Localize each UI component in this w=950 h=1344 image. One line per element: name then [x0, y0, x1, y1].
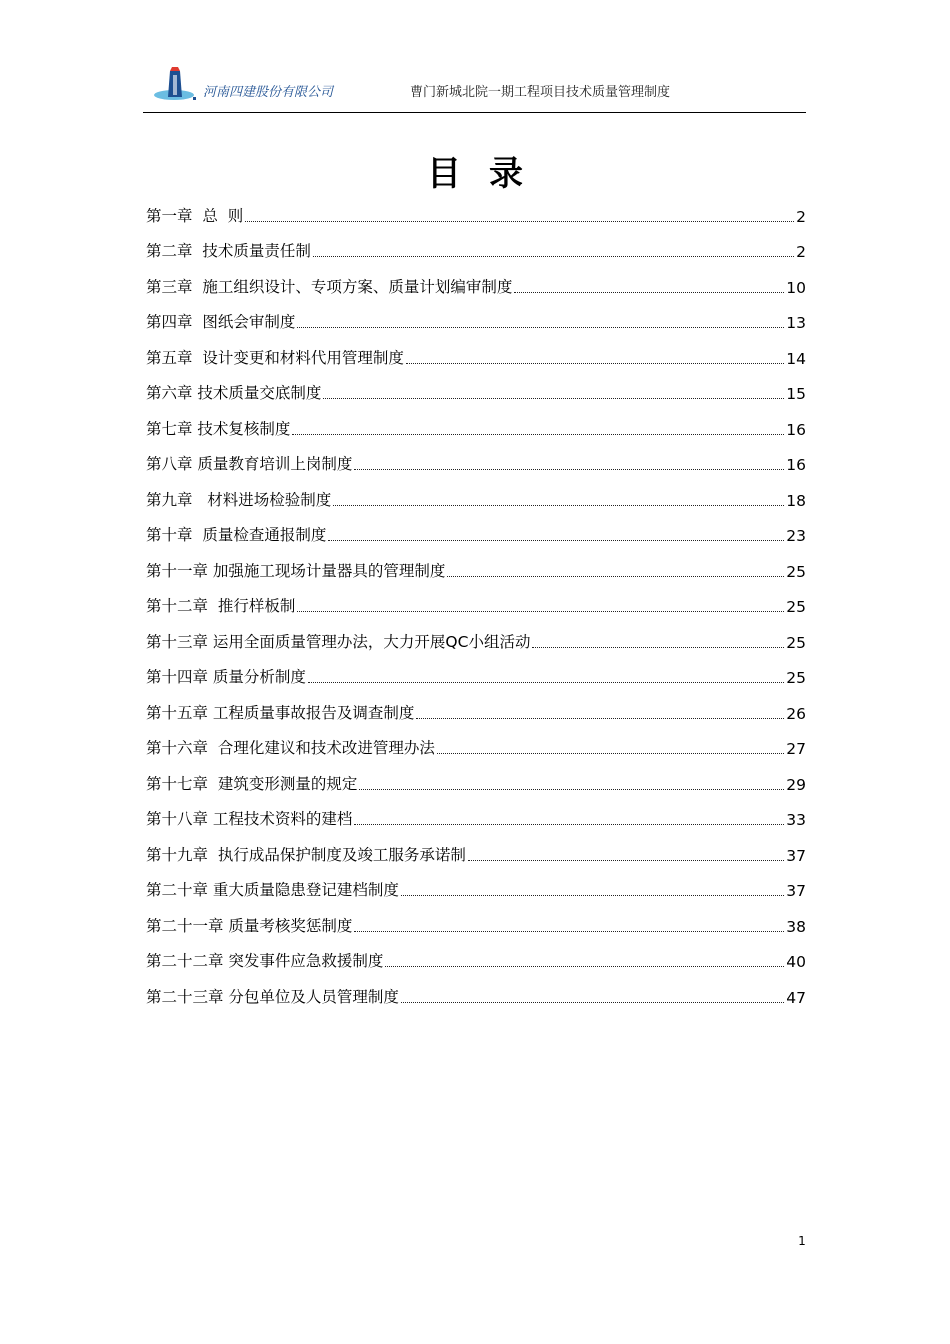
- toc-entry-label: 第十四章 质量分析制度: [146, 668, 306, 686]
- toc-entry[interactable]: [146, 871, 806, 907]
- toc-entry-label: 第十三章 运用全面质量管理办法，大力开展QC小组活动: [146, 632, 531, 651]
- toc-dot-leader: [354, 469, 784, 470]
- toc-entry-label: 第五章 设计变更和材料代用管理制度: [146, 348, 404, 367]
- toc-entry-page: 29: [786, 775, 806, 794]
- page-number: 1: [798, 1234, 806, 1248]
- toc-entry-label: 第二章 技术质量责任制: [146, 242, 311, 260]
- toc-dot-leader: [437, 753, 784, 754]
- toc-entry[interactable]: [146, 374, 806, 410]
- toc-entry-page: 16: [786, 456, 806, 474]
- toc-dot-leader: [416, 718, 784, 719]
- toc-entry-page: 14: [786, 349, 806, 368]
- toc-dot-leader: [406, 363, 784, 364]
- toc-dot-leader: [328, 540, 784, 541]
- toc-entry-label: 第二十二章 突发事件应急救援制度: [146, 952, 384, 970]
- toc-dot-leader: [323, 398, 784, 399]
- toc-entry[interactable]: [146, 942, 806, 978]
- toc-title: 目录: [427, 154, 551, 194]
- toc-entry[interactable]: [146, 409, 806, 445]
- toc-dot-leader: [514, 292, 784, 293]
- toc-dot-leader: [313, 256, 794, 257]
- toc-entry-label: 第一章 总 则: [146, 206, 244, 225]
- toc-entry[interactable]: [146, 267, 806, 303]
- toc-entry-label: 第九章 材料进场检验制度: [146, 490, 332, 509]
- toc-entry-page: 15: [786, 385, 806, 403]
- toc-entry-label: 第二十三章 分包单位及人员管理制度: [146, 987, 399, 1006]
- toc-dot-leader: [385, 966, 784, 967]
- toc-entry-page: 25: [786, 669, 806, 687]
- toc-entry[interactable]: [146, 977, 806, 1013]
- header-divider: [143, 112, 806, 113]
- toc-entry-page: 37: [786, 882, 806, 900]
- toc-entry-label: 第四章 图纸会审制度: [146, 313, 296, 331]
- toc-entry-label: 第十七章 建筑变形测量的规定: [146, 774, 358, 793]
- toc-entry-label: 第十章 质量检查通报制度: [146, 526, 327, 544]
- toc-dot-leader: [354, 931, 784, 932]
- toc-entry-page: 10: [786, 278, 806, 297]
- toc-entry-page: 47: [786, 988, 806, 1007]
- toc-entry[interactable]: [146, 196, 806, 232]
- toc-entry-label: 第二十章 重大质量隐患登记建档制度: [146, 881, 399, 899]
- toc-entry-page: 33: [786, 811, 806, 829]
- toc-entry-page: 2: [796, 207, 806, 226]
- toc-entry[interactable]: [146, 303, 806, 339]
- toc-entry[interactable]: [146, 516, 806, 552]
- toc-dot-leader: [532, 647, 784, 648]
- toc-dot-leader: [359, 789, 784, 790]
- document-title: 曹门新城北院一期工程项目技术质量管理制度: [410, 85, 671, 100]
- toc-entry[interactable]: [146, 445, 806, 481]
- toc-entry-label: 第十九章 执行成品保护制度及竣工服务承诺制: [146, 845, 466, 864]
- toc-entry[interactable]: [146, 622, 806, 658]
- toc-entry-page: 25: [786, 598, 806, 616]
- toc-entry[interactable]: [146, 693, 806, 729]
- toc-entry[interactable]: [146, 232, 806, 268]
- toc-entry-label: 第十二章 推行样板制: [146, 597, 296, 615]
- toc-dot-leader: [447, 576, 784, 577]
- toc-entry-label: 第三章 施工组织设计、专项方案、质量计划编审制度: [146, 277, 513, 296]
- toc-entry-page: 27: [786, 740, 806, 758]
- toc-dot-leader: [401, 1002, 784, 1003]
- toc-entry-label: 第十八章 工程技术资料的建档: [146, 810, 353, 828]
- toc-dot-leader: [401, 895, 784, 896]
- company-logo-icon: [153, 67, 199, 103]
- toc-entry-label: 第十六章 合理化建议和技术改进管理办法: [146, 739, 435, 757]
- toc-entry-label: 第八章 质量教育培训上岗制度: [146, 455, 353, 473]
- toc-dot-leader: [245, 221, 794, 222]
- toc-entry[interactable]: [146, 906, 806, 942]
- toc-entry-label: 第十五章 工程质量事故报告及调查制度: [146, 703, 415, 722]
- page-header: [143, 64, 806, 112]
- toc-entry-page: 16: [786, 420, 806, 439]
- toc-entry[interactable]: [146, 658, 806, 694]
- toc-entry-page: 40: [786, 953, 806, 971]
- toc-dot-leader: [468, 860, 784, 861]
- toc-entry[interactable]: [146, 551, 806, 587]
- toc-entry-page: 2: [796, 243, 806, 261]
- toc-entry[interactable]: [146, 587, 806, 623]
- toc-entry[interactable]: [146, 338, 806, 374]
- toc-entry-label: 第七章 技术复核制度: [146, 419, 291, 438]
- toc-entry-page: 23: [786, 527, 806, 545]
- toc-entry-label: 第六章 技术质量交底制度: [146, 384, 322, 402]
- toc-entry[interactable]: [146, 835, 806, 871]
- toc-dot-leader: [297, 327, 784, 328]
- toc-dot-leader: [354, 824, 784, 825]
- toc-dot-leader: [292, 434, 784, 435]
- toc-entry-label: 第十一章 加强施工现场计量器具的管理制度: [146, 561, 446, 580]
- toc-entry-page: 26: [786, 704, 806, 723]
- toc-entry-label: 第二十一章 质量考核奖惩制度: [146, 916, 353, 935]
- toc-entry[interactable]: [146, 480, 806, 516]
- toc-dot-leader: [297, 611, 784, 612]
- toc-entry-page: 37: [786, 846, 806, 865]
- toc-dot-leader: [308, 682, 784, 683]
- toc-entry-page: 25: [786, 633, 806, 652]
- toc-entry-page: 18: [786, 491, 806, 510]
- company-name: 河南四建股份有限公司: [203, 85, 334, 100]
- toc-dot-leader: [333, 505, 784, 506]
- toc-entry[interactable]: [146, 764, 806, 800]
- toc-entry-page: 38: [786, 917, 806, 936]
- table-of-contents: [146, 196, 806, 1013]
- toc-entry-page: 13: [786, 314, 806, 332]
- toc-entry[interactable]: [146, 729, 806, 765]
- toc-entry[interactable]: [146, 800, 806, 836]
- toc-entry-page: 25: [786, 562, 806, 581]
